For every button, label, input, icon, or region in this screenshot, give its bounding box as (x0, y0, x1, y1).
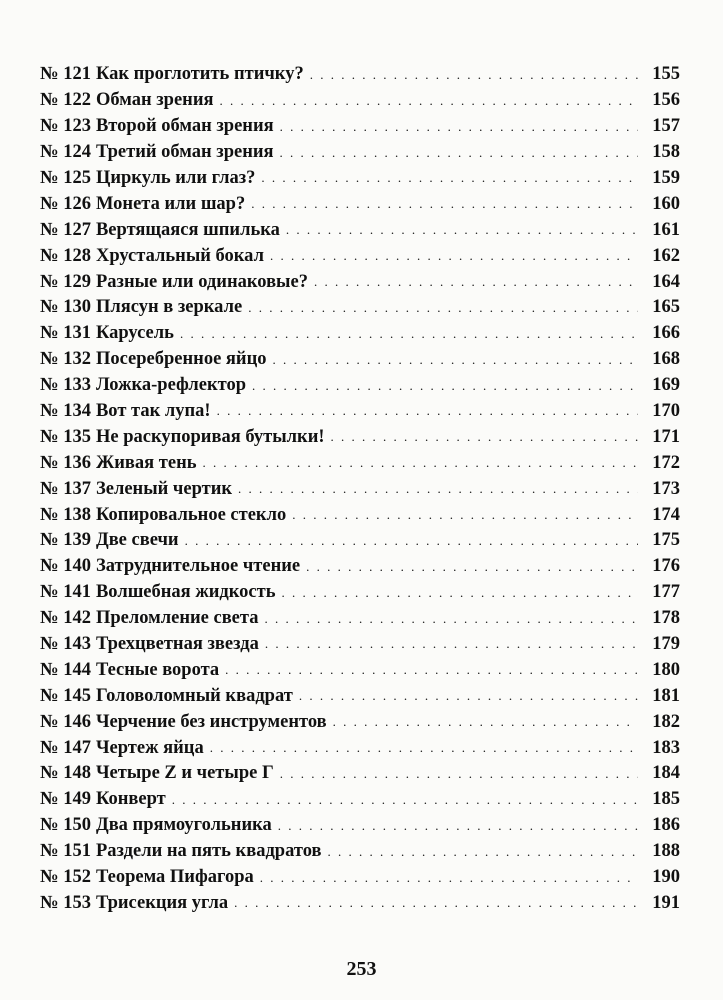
dot-leader (280, 120, 638, 133)
toc-entry (40, 783, 680, 809)
toc-entry (40, 861, 680, 887)
entry-page-number: 183 (652, 737, 680, 758)
entry-number: № 150 (40, 815, 91, 836)
toc-entry (40, 498, 680, 524)
toc-entry (40, 162, 680, 188)
entry-page-number: 158 (652, 142, 680, 163)
toc-entry (40, 628, 680, 654)
entry-number: № 142 (40, 608, 91, 629)
toc-entry (40, 705, 680, 731)
entry-title: Живая тень (95, 452, 197, 473)
entry-number: № 125 (40, 167, 91, 188)
toc-entry (40, 265, 680, 291)
toc-entry (40, 395, 680, 421)
dot-leader (172, 793, 638, 806)
entry-title: Разные или одинаковые? (95, 271, 308, 292)
entry-number: № 152 (40, 867, 91, 887)
entry-page-number: 178 (652, 608, 680, 629)
entry-title: Второй обман зрения (95, 116, 274, 137)
dot-leader (286, 223, 638, 236)
entry-number: № 133 (40, 375, 91, 396)
entry-page-number: 164 (652, 271, 680, 292)
dot-leader (234, 896, 638, 909)
entry-page-number: 162 (652, 245, 680, 266)
entry-number: № 126 (40, 193, 91, 214)
entry-title: Трехцветная звезда (95, 633, 259, 654)
entry-number: № 149 (40, 789, 91, 810)
entry-title: Четыре Z и четыре Г (95, 763, 274, 784)
table-of-contents (40, 58, 680, 912)
entry-number: № 139 (40, 530, 91, 551)
entry-number: № 128 (40, 245, 91, 266)
entry-page-number: 180 (652, 659, 680, 680)
dot-leader (238, 482, 638, 495)
toc-entry (40, 317, 680, 343)
dot-leader (299, 689, 638, 702)
dot-leader (265, 637, 638, 650)
dot-leader (203, 456, 638, 469)
dot-leader (185, 534, 638, 547)
toc-entry (40, 731, 680, 757)
dot-leader (251, 197, 638, 210)
dot-leader (280, 146, 638, 159)
toc-entry (40, 887, 680, 913)
toc-entry (40, 757, 680, 783)
entry-page-number: 161 (652, 219, 680, 240)
entry-page-number: 157 (652, 116, 680, 137)
toc-entry (40, 84, 680, 110)
toc-entry (40, 524, 680, 550)
entry-number: № 122 (40, 90, 91, 111)
entry-title: Вот так лупа! (95, 400, 211, 421)
dot-leader (225, 663, 638, 676)
entry-page-number: 191 (652, 892, 680, 913)
entry-title: Вертящаяся шпилька (95, 219, 280, 240)
dot-leader (331, 430, 638, 443)
dot-leader (292, 508, 638, 521)
entry-page-number: 181 (652, 685, 680, 706)
dot-leader (310, 68, 638, 81)
toc-entry (40, 472, 680, 498)
entry-page-number: 159 (652, 167, 680, 188)
entry-number: № 130 (40, 297, 91, 318)
toc-entry (40, 550, 680, 576)
entry-page-number: 188 (652, 841, 680, 862)
entry-number: № 146 (40, 711, 91, 732)
entry-title: Головоломный квадрат (95, 685, 293, 706)
entry-page-number: 165 (652, 297, 680, 318)
dot-leader (217, 404, 638, 417)
toc-entry (40, 291, 680, 317)
entry-page-number: 170 (652, 400, 680, 421)
dot-leader (273, 353, 639, 366)
entry-page-number: 179 (652, 633, 680, 654)
dot-leader (264, 612, 638, 625)
entry-number: № 124 (40, 142, 91, 163)
entry-title: Тесные ворота (95, 659, 220, 680)
toc-entry (40, 369, 680, 395)
dot-leader (314, 275, 638, 288)
toc-entry (40, 213, 680, 239)
dot-leader (278, 819, 638, 832)
entry-page-number: 176 (652, 556, 680, 577)
entry-page-number: 171 (652, 426, 680, 447)
entry-title: Раздели на пять квадратов (95, 841, 322, 862)
entry-page-number: 166 (652, 323, 680, 344)
entry-title: Монета или шар? (95, 193, 246, 214)
toc-entry (40, 446, 680, 472)
entry-title: Две свечи (95, 530, 179, 551)
entry-title: Чертеж яйца (95, 737, 204, 758)
entry-title: Копировальное стекло (95, 504, 287, 525)
entry-number: № 148 (40, 763, 91, 784)
entry-number: № 135 (40, 426, 91, 447)
entry-title: Зеленый чертик (95, 478, 233, 499)
entry-title: Хрустальный бокал (95, 245, 264, 266)
entry-page-number: 182 (652, 711, 680, 732)
toc-entry (40, 809, 680, 835)
entry-page-number: 177 (652, 582, 680, 603)
entry-number: № 123 (40, 116, 91, 137)
dot-leader (220, 94, 638, 107)
toc-entry (40, 343, 680, 369)
entry-title: Третий обман зрения (95, 142, 274, 163)
entry-page-number: 174 (652, 504, 680, 525)
toc-entry (40, 835, 680, 861)
entry-page-number: 160 (652, 193, 680, 214)
entry-title: Теорема Пифагора (95, 867, 254, 887)
entry-page-number: 184 (652, 763, 680, 784)
entry-title: Ложка-рефлектор (95, 375, 246, 396)
entry-page-number: 169 (652, 375, 680, 396)
entry-page-number: 168 (652, 349, 680, 370)
entry-title: Как проглотить птичку? (95, 64, 304, 85)
entry-title: Посеребренное яйцо (95, 349, 267, 370)
entry-number: № 153 (40, 892, 91, 913)
entry-number: № 131 (40, 323, 91, 344)
entry-number: № 137 (40, 478, 91, 499)
entry-page-number: 185 (652, 789, 680, 810)
entry-page-number: 175 (652, 530, 680, 551)
toc-entry (40, 239, 680, 265)
entry-number: № 127 (40, 219, 91, 240)
entry-title: Циркуль или глаз? (95, 167, 256, 188)
entry-title: Плясун в зеркале (95, 297, 243, 318)
dot-leader (280, 767, 638, 780)
entry-number: № 134 (40, 400, 91, 421)
dot-leader (328, 845, 639, 858)
toc-entry (40, 653, 680, 679)
entry-page-number: 172 (652, 452, 680, 473)
entry-number: № 151 (40, 841, 91, 862)
toc-entry (40, 187, 680, 213)
entry-number: № 144 (40, 659, 91, 680)
entry-number: № 141 (40, 582, 91, 603)
entry-title: Черчение без инструментов (95, 711, 327, 732)
entry-page-number: 155 (652, 64, 680, 85)
dot-leader (282, 586, 639, 599)
entry-title: Конверт (95, 789, 166, 810)
entry-number: № 143 (40, 633, 91, 654)
dot-leader (333, 715, 638, 728)
toc-entry (40, 58, 680, 84)
toc-entry (40, 576, 680, 602)
entry-title: Трисекция угла (95, 892, 229, 913)
dot-leader (252, 379, 638, 392)
entry-number: № 145 (40, 685, 91, 706)
dot-leader (180, 327, 638, 340)
toc-entry (40, 679, 680, 705)
entry-title: Карусель (95, 323, 174, 344)
toc-entry (40, 136, 680, 162)
entry-title: Обман зрения (95, 90, 214, 111)
entry-page-number: 186 (652, 815, 680, 836)
entry-title: Преломление света (95, 608, 259, 629)
toc-entry (40, 110, 680, 136)
entry-number: № 129 (40, 271, 91, 292)
entry-title: Затруднительное чтение (95, 556, 301, 577)
entry-title: Два прямоугольника (95, 815, 272, 836)
entry-number: № 132 (40, 349, 91, 370)
toc-entry (40, 420, 680, 446)
dot-leader (210, 741, 638, 754)
entry-number: № 136 (40, 452, 91, 473)
entry-title: Волшебная жидкость (95, 582, 276, 603)
toc-entry (40, 602, 680, 628)
dot-leader (248, 301, 638, 314)
dot-leader (306, 560, 638, 573)
dot-leader (260, 871, 638, 884)
entry-number: № 147 (40, 737, 91, 758)
entry-page-number: 156 (652, 90, 680, 111)
entry-number: № 140 (40, 556, 91, 577)
entry-number: № 138 (40, 504, 91, 525)
page-number: 253 (346, 958, 377, 980)
entry-number: № 121 (40, 64, 91, 85)
entry-title: Не раскупоривая бутылки! (95, 426, 325, 447)
entry-page-number: 173 (652, 478, 680, 499)
dot-leader (261, 171, 638, 184)
entry-page-number: 190 (652, 867, 680, 887)
dot-leader (270, 249, 638, 262)
